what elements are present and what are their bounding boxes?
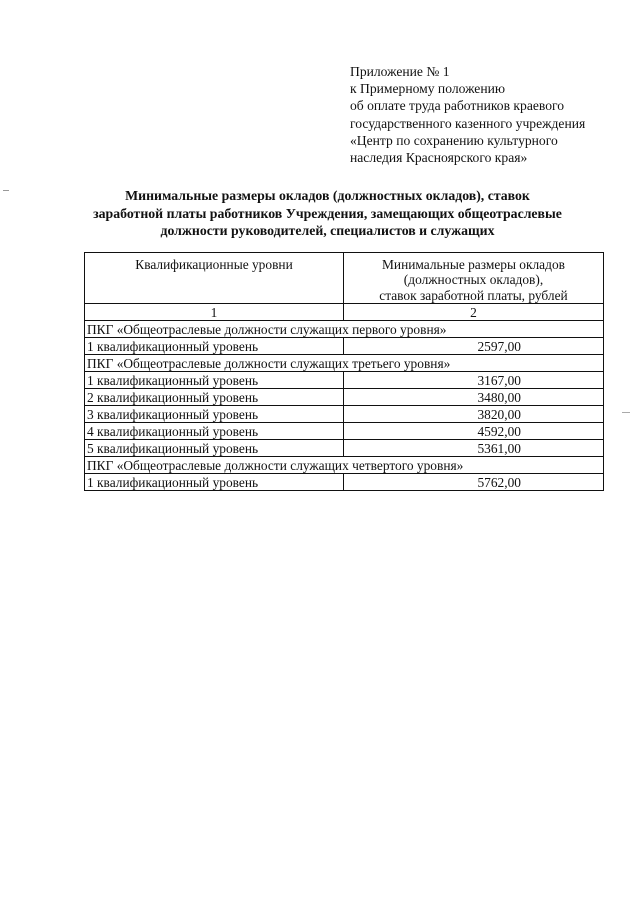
table-row xyxy=(85,440,604,457)
appendix-line: к Примерному положению xyxy=(350,81,506,97)
group-row xyxy=(85,321,604,338)
value-cell: 3480,00 xyxy=(344,389,604,406)
level-cell: 3 квалификационный уровень xyxy=(85,406,344,423)
appendix-line: об оплате труда работников краевого xyxy=(350,98,565,114)
value-cell: 5361,00 xyxy=(344,440,604,457)
table-row xyxy=(85,338,604,355)
table-row xyxy=(85,423,604,440)
value-cell: 5762,00 xyxy=(344,474,604,491)
group-title: ПКГ «Общеотраслевые должности служащих четвертого уровня» xyxy=(85,457,604,474)
level-cell: 1 квалификационный уровень xyxy=(85,474,344,491)
appendix-line: «Центр по сохранению культурного xyxy=(350,132,558,148)
table-row xyxy=(85,406,604,423)
level-cell: 4 квалификационный уровень xyxy=(85,423,344,440)
table-row xyxy=(85,372,604,389)
value-cell: 4592,00 xyxy=(344,423,604,440)
value-cell: 3167,00 xyxy=(344,372,604,389)
column-number: 1 xyxy=(85,304,344,321)
group-title: ПКГ «Общеотраслевые должности служащих первого уровня» xyxy=(85,321,604,338)
value-cell: 2597,00 xyxy=(344,338,604,355)
table-row xyxy=(85,389,604,406)
group-title: ПКГ «Общеотраслевые должности служащих третьего уровня» xyxy=(85,355,604,372)
group-row xyxy=(85,355,604,372)
title-line: должности руководителей, специалистов и служащих xyxy=(160,223,495,239)
appendix-note xyxy=(350,63,585,166)
title-line: Минимальные размеры окладов (должностных окладов), ставок xyxy=(125,188,530,203)
column-number: 2 xyxy=(344,304,604,321)
level-cell: 5 квалификационный уровень xyxy=(85,440,344,457)
header-line: ставок заработной платы, рублей xyxy=(379,287,568,303)
appendix-line: Приложение № 1 xyxy=(350,64,450,79)
salary-table xyxy=(84,252,604,491)
level-cell: 1 квалификационный уровень xyxy=(85,372,344,389)
appendix-line: наследия Красноярского края» xyxy=(350,150,528,166)
table-row xyxy=(85,474,604,491)
scan-edge-mark xyxy=(622,412,630,413)
column-numbering-row xyxy=(85,304,604,321)
scan-edge-mark xyxy=(3,190,9,191)
header-minimum-salaries xyxy=(344,253,604,304)
value-cell: 3820,00 xyxy=(344,406,604,423)
level-cell: 1 квалификационный уровень xyxy=(85,338,344,355)
title-line: заработной платы работников Учреждения, замещающих общеотраслевые xyxy=(93,205,562,221)
header-qualification-levels: Квалификационные уровни xyxy=(85,253,344,304)
group-row xyxy=(85,457,604,474)
level-cell: 2 квалификационный уровень xyxy=(85,389,344,406)
document-title xyxy=(60,187,595,240)
header-line: (должностных окладов), xyxy=(403,272,544,288)
appendix-line: государственного казенного учреждения xyxy=(350,115,586,131)
table-header-row xyxy=(85,253,604,304)
header-line: Минимальные размеры окладов xyxy=(382,257,565,272)
